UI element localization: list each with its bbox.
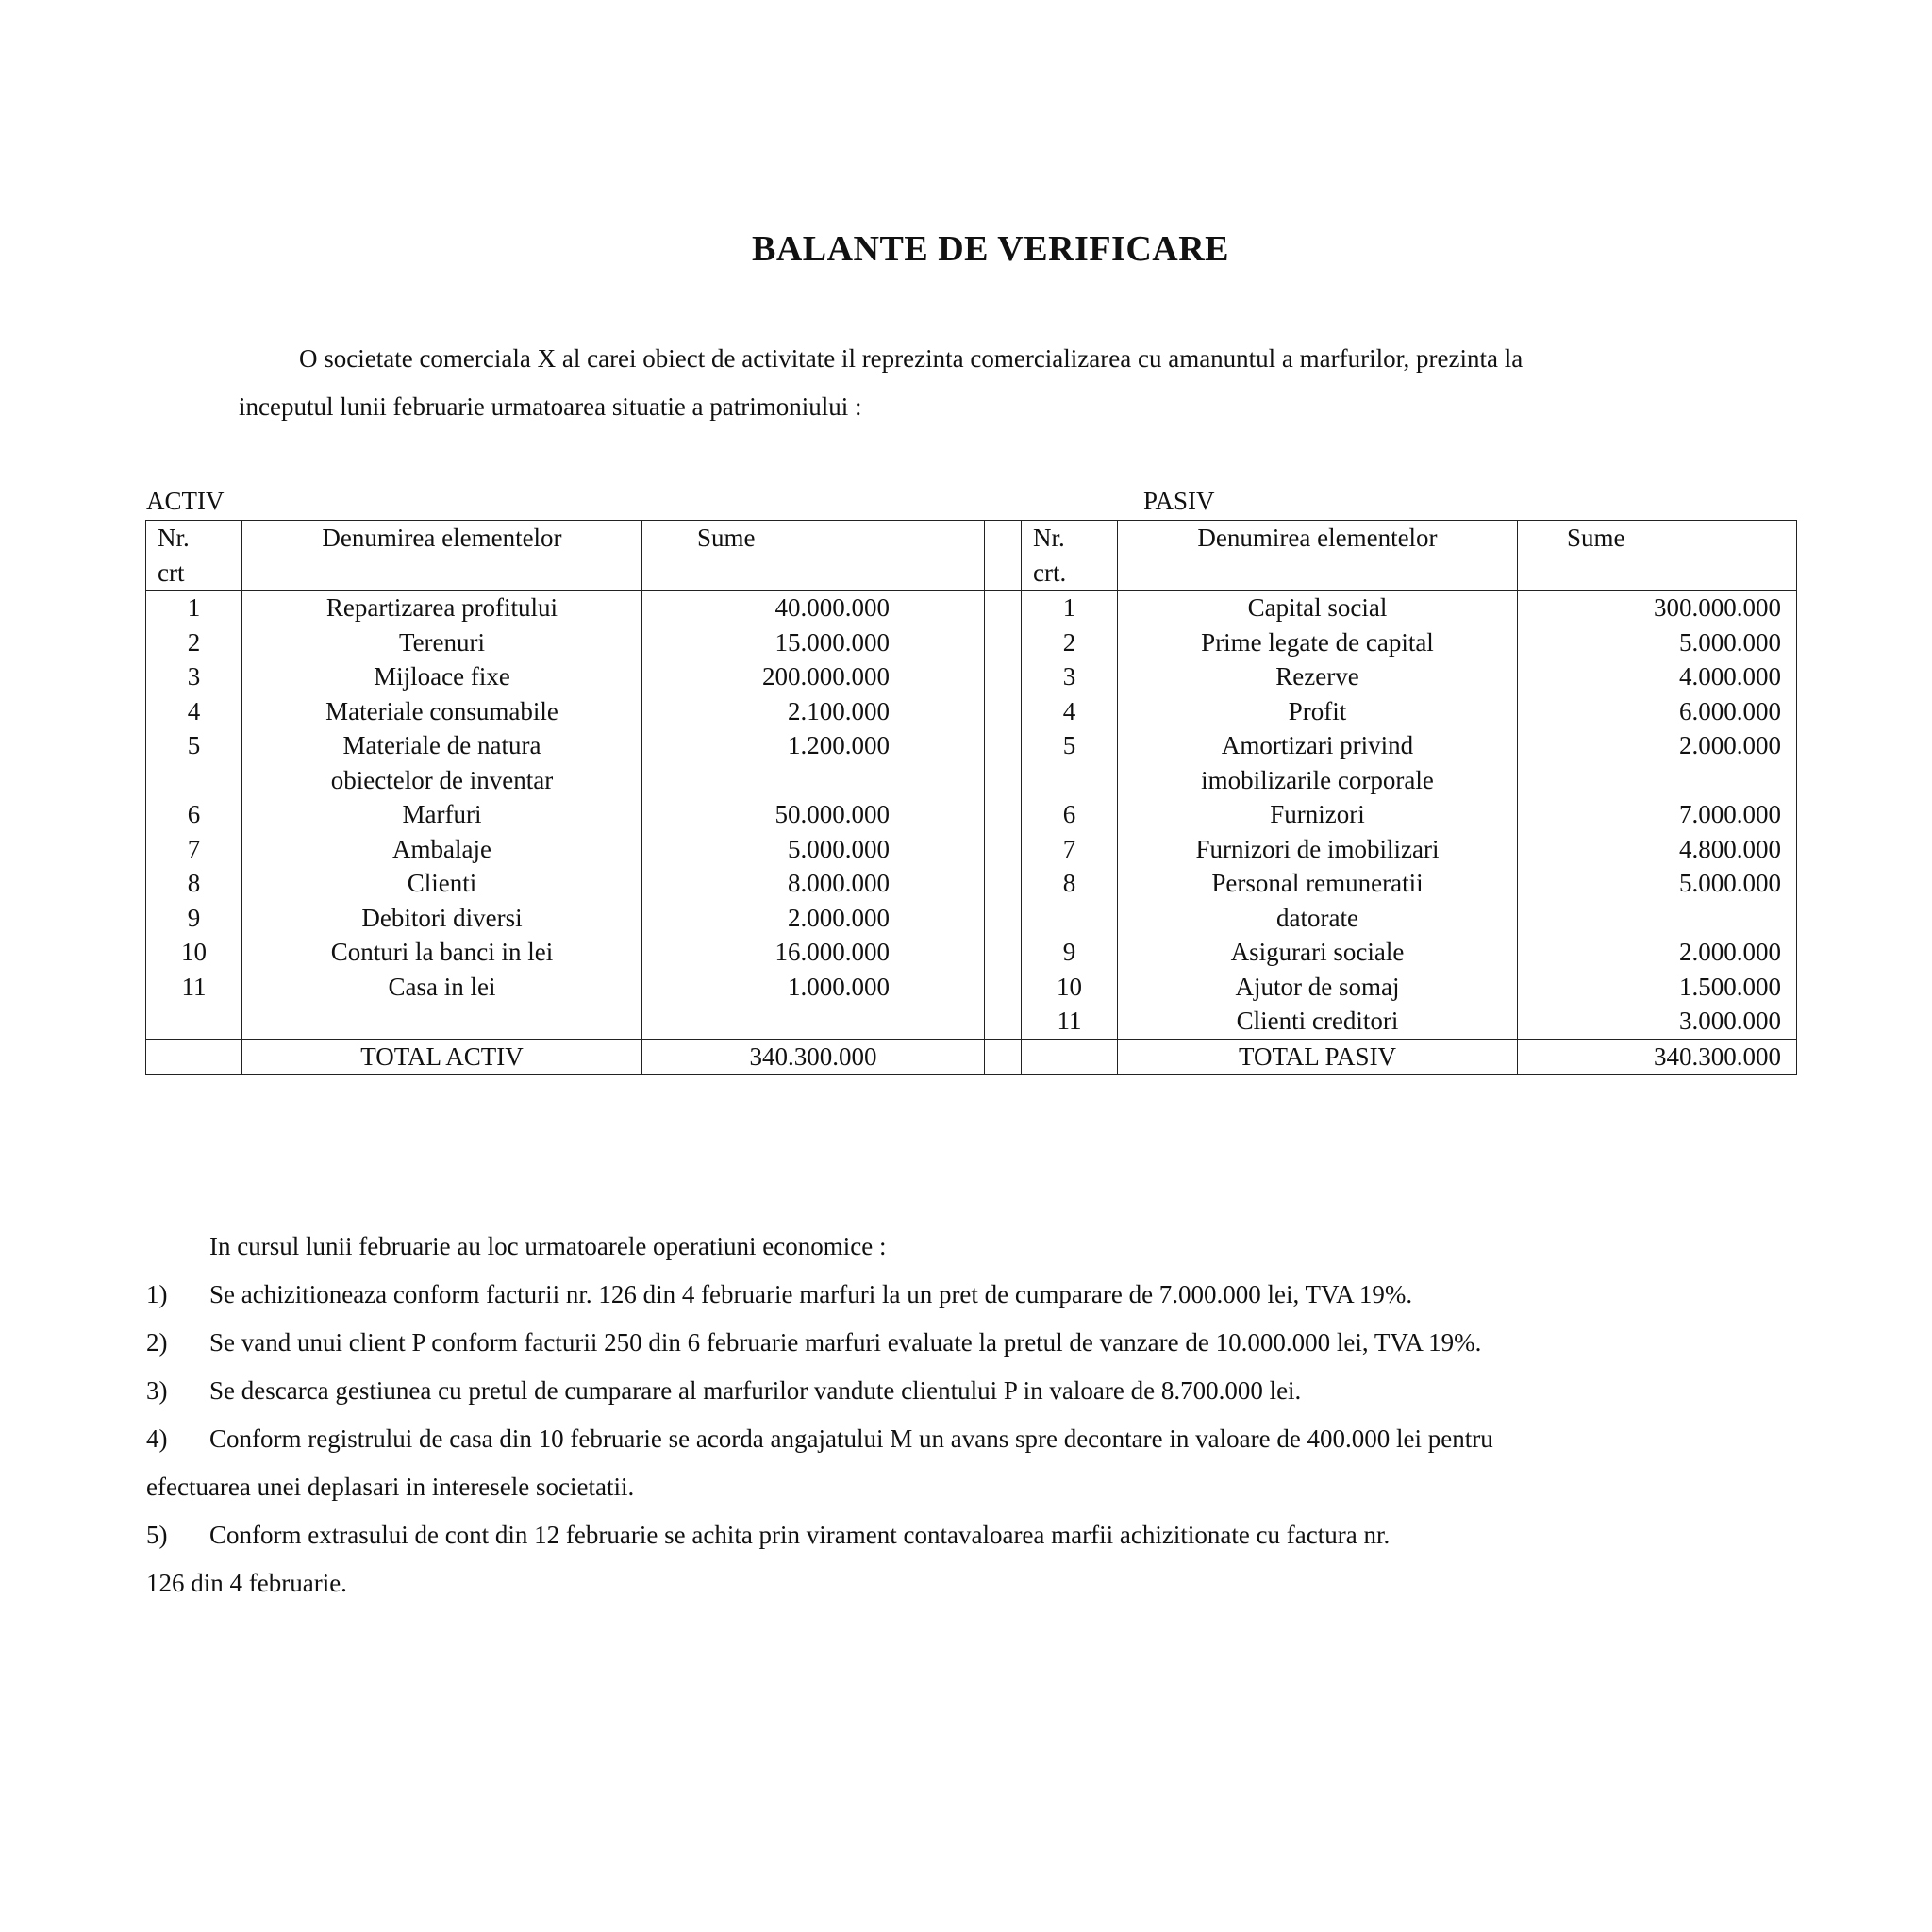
- row-denumire-pasiv: [1118, 970, 1518, 1005]
- header-nr-pasiv: Nr. crt.: [1022, 521, 1118, 591]
- table-row: [146, 797, 1797, 832]
- row-denumire-pasiv: [1118, 659, 1518, 694]
- balance-table: [145, 520, 1797, 1075]
- operation-item: [146, 1511, 1656, 1559]
- row-suma-activ: 1.000.000: [642, 970, 985, 1005]
- denumire-line: Conturi la banci in lei: [330, 938, 554, 966]
- operation-text: Conform extrasului de cont din 12 februarie se achita prin virament contavaloarea marfii achizitionate cu factura nr.: [209, 1521, 1391, 1549]
- denumire-line: Clienti: [407, 869, 477, 897]
- row-denumire-activ: [242, 832, 642, 867]
- row-denumire-activ: [242, 901, 642, 936]
- intro-line-2: inceputul lunii februarie urmatoarea situatie a patrimoniului :: [239, 392, 862, 421]
- row-nr-pasiv: 8: [1022, 866, 1118, 901]
- row-suma-pasiv: 300.000.000: [1518, 591, 1797, 625]
- row-nr-activ: 10: [146, 935, 242, 970]
- denumire-line: Ajutor de somaj: [1235, 972, 1400, 1001]
- row-nr-activ: 11: [146, 970, 242, 1005]
- row-denumire-activ: [242, 591, 642, 625]
- row-suma-pasiv: 7.000.000: [1518, 797, 1797, 832]
- row-denumire-pasiv: [1118, 935, 1518, 970]
- row-suma-activ: 2.100.000: [642, 694, 985, 729]
- intro-paragraph: [239, 335, 1673, 431]
- denumire-line: Casa in lei: [388, 972, 496, 1001]
- operation-continuation: [146, 1463, 1656, 1511]
- denumire-line: Debitori diversi: [361, 903, 523, 932]
- row-denumire-pasiv: [1118, 1004, 1518, 1039]
- row-denumire-activ: [242, 728, 642, 797]
- row-suma-activ: [642, 1004, 985, 1039]
- table-row: [146, 866, 1797, 901]
- row-denumire-pasiv: [1118, 797, 1518, 832]
- denumire-line: Ambalaje: [392, 834, 491, 863]
- row-nr-pasiv: 4: [1022, 694, 1118, 729]
- header-sume-pasiv: Sume: [1518, 521, 1797, 591]
- row-nr-activ: 2: [146, 625, 242, 660]
- denumire-line: Mijloace fixe: [374, 662, 510, 691]
- separator-column: [985, 1004, 1022, 1039]
- separator-column: [985, 866, 1022, 901]
- row-denumire-activ: [242, 866, 642, 901]
- denumire-line: Capital social: [1247, 593, 1388, 622]
- table-row: [146, 728, 1797, 797]
- table-row: [146, 659, 1797, 694]
- table-row: [146, 935, 1797, 970]
- denumire-line: Profit: [1288, 696, 1347, 725]
- row-nr-pasiv: 6: [1022, 797, 1118, 832]
- document-title: BALANTE DE VERIFICARE: [751, 229, 1229, 269]
- row-suma-activ: 50.000.000: [642, 797, 985, 832]
- row-denumire-activ: [242, 694, 642, 729]
- denumire-line: Materiale de natura: [342, 731, 541, 759]
- row-nr-activ: 8: [146, 866, 242, 901]
- row-suma-pasiv: 6.000.000: [1518, 694, 1797, 729]
- row-nr-activ: 9: [146, 901, 242, 936]
- intro-line-1: O societate comerciala X al carei obiect de activitate il reprezinta comercializarea cu amanuntul a marfurilor, prezinta la: [299, 344, 1524, 373]
- row-nr-pasiv: 1: [1022, 591, 1118, 625]
- table-row: [146, 970, 1797, 1005]
- row-suma-activ: 200.000.000: [642, 659, 985, 694]
- denumire-line: Materiale consumabile: [325, 696, 558, 725]
- denumire-line: Furnizori: [1270, 800, 1365, 828]
- table-row: [146, 591, 1797, 625]
- row-nr-pasiv: 10: [1022, 970, 1118, 1005]
- denumire-line: Clienti creditori: [1236, 1007, 1399, 1035]
- total-row: [146, 1039, 1797, 1074]
- row-nr-activ: 6: [146, 797, 242, 832]
- denumire-line: Amortizari privind: [1221, 731, 1414, 759]
- row-nr-pasiv: 7: [1022, 832, 1118, 867]
- operation-continuation: [146, 1559, 1656, 1607]
- table-row: [146, 694, 1797, 729]
- denumire-line: obiectelor de inventar: [330, 765, 554, 794]
- operation-text: efectuarea unei deplasari in interesele societatii.: [146, 1473, 635, 1501]
- operation-text: 126 din 4 februarie.: [146, 1569, 347, 1597]
- pasiv-label: PASIV: [1143, 487, 1215, 515]
- operation-text: Se achizitioneaza conform facturii nr. 126 din 4 februarie marfuri la un pret de cumparare de 7.000.000 lei, TVA 19%.: [209, 1280, 1413, 1308]
- row-denumire-pasiv: [1118, 694, 1518, 729]
- operation-number: 3): [146, 1376, 168, 1405]
- operations-intro: In cursul lunii februarie au loc urmatoarele operatiuni economice :: [209, 1232, 887, 1260]
- separator-column: [985, 591, 1022, 625]
- row-nr-pasiv: 11: [1022, 1004, 1118, 1039]
- header-nr-activ: Nr. crt: [146, 521, 242, 591]
- row-suma-activ: 15.000.000: [642, 625, 985, 660]
- operation-item: [146, 1271, 1656, 1319]
- denumire-line: imobilizarile corporale: [1201, 765, 1434, 794]
- operation-text: Se descarca gestiunea cu pretul de cumparare al marfurilor vandute clientului P in valoare de 8.700.000 lei.: [209, 1376, 1302, 1405]
- row-denumire-activ: [242, 797, 642, 832]
- denumire-line: Marfuri: [402, 800, 482, 828]
- row-nr-activ: 7: [146, 832, 242, 867]
- operation-text: Se vand unui client P conform facturii 250 din 6 februarie marfuri evaluate la pretul de vanzare de 10.000.000 lei, TVA 19%.: [209, 1328, 1482, 1357]
- row-suma-pasiv: 2.000.000: [1518, 935, 1797, 970]
- total-pasiv-label: TOTAL PASIV: [1118, 1039, 1518, 1074]
- row-nr-pasiv: 9: [1022, 935, 1118, 970]
- operations-section: [146, 1223, 1656, 1607]
- row-denumire-pasiv: [1118, 591, 1518, 625]
- row-nr-pasiv: [1022, 901, 1118, 936]
- table-row: [146, 1004, 1797, 1039]
- operation-item: [146, 1415, 1656, 1463]
- row-denumire-activ: [242, 1004, 642, 1039]
- denumire-line: Furnizori de imobilizari: [1195, 834, 1440, 863]
- row-denumire-pasiv: [1118, 832, 1518, 867]
- row-suma-activ: 2.000.000: [642, 901, 985, 936]
- row-denumire-pasiv: [1118, 728, 1518, 797]
- total-nr-pasiv: [1022, 1039, 1118, 1074]
- row-denumire-pasiv: [1118, 866, 1518, 901]
- denumire-line: Personal remuneratii: [1211, 869, 1424, 897]
- denumire-line: [242, 1004, 641, 1039]
- row-denumire-activ: [242, 935, 642, 970]
- row-suma-activ: 1.200.000: [642, 728, 985, 797]
- row-nr-activ: 1: [146, 591, 242, 625]
- header-denumire-activ: Denumirea elementelor: [242, 521, 642, 591]
- denumire-line: Rezerve: [1275, 662, 1359, 691]
- row-nr-activ: 4: [146, 694, 242, 729]
- row-denumire-pasiv: [1118, 625, 1518, 660]
- total-pasiv-sum: 340.300.000: [1518, 1039, 1797, 1074]
- operation-number: 5): [146, 1521, 168, 1549]
- row-nr-pasiv: 5: [1022, 728, 1118, 797]
- row-nr-activ: 3: [146, 659, 242, 694]
- row-suma-pasiv: [1518, 901, 1797, 936]
- operation-number: 1): [146, 1280, 168, 1308]
- row-suma-pasiv: 3.000.000: [1518, 1004, 1797, 1039]
- total-nr-activ: [146, 1039, 242, 1074]
- header-sume-activ: Sume: [642, 521, 985, 591]
- separator-column: [985, 659, 1022, 694]
- operations-list: [146, 1271, 1656, 1607]
- row-nr-pasiv: 3: [1022, 659, 1118, 694]
- row-suma-pasiv: 5.000.000: [1518, 866, 1797, 901]
- row-suma-activ: 40.000.000: [642, 591, 985, 625]
- table-row: [146, 901, 1797, 936]
- row-denumire-activ: [242, 625, 642, 660]
- operation-number: 2): [146, 1328, 168, 1357]
- separator-column: [985, 970, 1022, 1005]
- separator-column: [985, 935, 1022, 970]
- activ-label: ACTIV: [146, 487, 225, 515]
- denumire-line: datorate: [1276, 903, 1358, 932]
- denumire-line: Prime legate de capital: [1201, 627, 1434, 657]
- operation-text: Conform registrului de casa din 10 februarie se acorda angajatului M un avans spre decontare in valoare de 400.000 lei pentru: [209, 1424, 1493, 1453]
- row-nr-activ: [146, 1004, 242, 1039]
- row-denumire-pasiv: [1118, 901, 1518, 936]
- separator-column: [985, 728, 1022, 797]
- operation-number: 4): [146, 1424, 168, 1453]
- row-suma-pasiv: 4.800.000: [1518, 832, 1797, 867]
- denumire-line: Repartizarea profitului: [325, 593, 558, 622]
- row-suma-pasiv: 4.000.000: [1518, 659, 1797, 694]
- row-suma-activ: 8.000.000: [642, 866, 985, 901]
- separator-column: [985, 901, 1022, 936]
- row-denumire-activ: [242, 970, 642, 1005]
- row-suma-pasiv: 2.000.000: [1518, 728, 1797, 797]
- operation-item: [146, 1319, 1656, 1367]
- row-nr-activ: 5: [146, 728, 242, 797]
- separator-column: [985, 521, 1022, 591]
- total-activ-sum: 340.300.000: [642, 1039, 985, 1074]
- denumire-line: Asigurari sociale: [1230, 938, 1405, 966]
- row-suma-activ: 5.000.000: [642, 832, 985, 867]
- row-suma-pasiv: 1.500.000: [1518, 970, 1797, 1005]
- separator-column: [985, 1039, 1022, 1074]
- table-row: [146, 832, 1797, 867]
- row-suma-pasiv: 5.000.000: [1518, 625, 1797, 660]
- row-suma-activ: 16.000.000: [642, 935, 985, 970]
- separator-column: [985, 797, 1022, 832]
- row-denumire-activ: [242, 659, 642, 694]
- denumire-line: Terenuri: [398, 627, 486, 657]
- operation-item: [146, 1367, 1656, 1415]
- table-row: [146, 625, 1797, 660]
- separator-column: [985, 832, 1022, 867]
- total-activ-label: TOTAL ACTIV: [242, 1039, 642, 1074]
- header-denumire-pasiv: Denumirea elementelor: [1118, 521, 1518, 591]
- row-nr-pasiv: 2: [1022, 625, 1118, 660]
- separator-column: [985, 625, 1022, 660]
- separator-column: [985, 694, 1022, 729]
- table-header-row: [146, 521, 1797, 591]
